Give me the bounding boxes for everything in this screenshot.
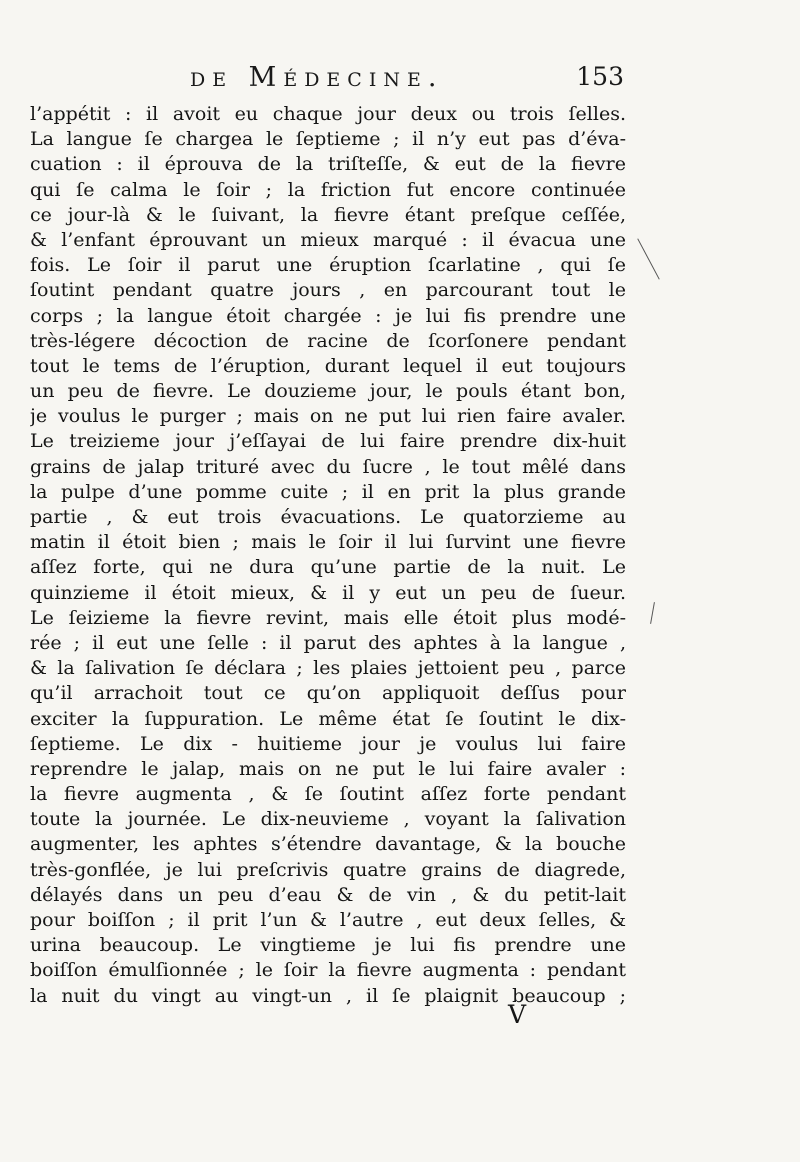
text-line: qu’il arrachoit tout ce qu’on appliquoit deſſus pour xyxy=(30,682,626,705)
text-line: la nuit du vingt au vingt-un , il ſe plaignit beaucoup ; xyxy=(30,984,626,1007)
running-title: de Médecine. xyxy=(190,62,444,93)
text-line: corps ; la langue étoit chargée : je lui fis prendre une xyxy=(30,304,626,327)
text-line: ce jour-là & le ſuivant, la fievre étant preſque ceſſée, xyxy=(30,203,626,226)
catchword: V xyxy=(508,1000,527,1029)
text-line: exciter la ſuppuration. Le même état ſe ſoutint le dix- xyxy=(30,707,626,730)
text-line: urina beaucoup. Le vingtieme je lui fis prendre une xyxy=(30,934,626,957)
text-line: matin il étoit bien ; mais le ſoir il lui ſurvint une fievre xyxy=(30,531,626,554)
text-line: & l’enfant éprouvant un mieux marqué : il évacua une xyxy=(30,228,626,251)
text-line: & la ſalivation ſe déclara ; les plaies jettoient peu , parce xyxy=(30,657,626,680)
text-line: l’appétit : il avoit eu chaque jour deux ou trois ſelles. xyxy=(30,103,626,125)
text-line: qui ſe calma le ſoir ; la friction fut encore continuée xyxy=(30,178,626,201)
text-line: délayés dans un peu d’eau & de vin , & du petit-lait xyxy=(30,883,626,906)
text-line: augmenter, les aphtes s’étendre davantage, & la bouche xyxy=(30,833,626,856)
text-line: reprendre le jalap, mais on ne put le lui faire avaler : xyxy=(30,757,626,780)
text-line: très-gonflée, je lui preſcrivis quatre grains de diagrede, xyxy=(30,858,626,881)
margin-stroke xyxy=(637,238,659,279)
text-line: fois. Le ſoir il parut une éruption ſcarlatine , qui ſe xyxy=(30,254,626,277)
text-line: rée ; il eut une ſelle : il parut des aphtes à la langue , xyxy=(30,631,626,654)
margin-stroke xyxy=(650,602,655,624)
text-line: Le ſeizieme la fievre revint, mais elle étoit plus modé- xyxy=(30,606,626,629)
text-line: ſeptieme. Le dix - huitieme jour je voulus lui faire xyxy=(30,732,626,755)
text-line: quinzieme il étoit mieux, & il y eut un peu de ſueur. xyxy=(30,581,626,604)
text-line: je voulus le purger ; mais on ne put lui rien faire avaler. xyxy=(30,405,626,428)
body-text xyxy=(30,102,626,1009)
text-line: Le treizieme jour j’eſſayai de lui faire prendre dix-huit xyxy=(30,430,626,453)
text-line: très-légere décoction de racine de ſcorſonere pendant xyxy=(30,329,626,352)
text-line: un peu de fievre. Le douzieme jour, le pouls étant bon, xyxy=(30,380,626,403)
text-line: partie , & eut trois évacuations. Le quatorzieme au xyxy=(30,506,626,528)
text-line: toute la journée. Le dix-neuvieme , voyant la ſalivation xyxy=(30,808,626,831)
text-line: pour boiſſon ; il prit l’un & l’autre , eut deux ſelles, & xyxy=(30,909,626,931)
text-line: la pulpe d’une pomme cuite ; il en prit la plus grande xyxy=(30,480,626,503)
text-line: grains de jalap trituré avec du ſucre , le tout mêlé dans xyxy=(30,455,626,478)
text-line: la fievre augmenta , & ſe ſoutint aſſez forte pendant xyxy=(30,783,626,806)
text-line: tout le tems de l’éruption, durant lequel il eut toujours xyxy=(30,354,626,377)
text-line: cuation : il éprouva de la triſteſſe, & eut de la fievre xyxy=(30,153,626,176)
text-line: La langue ſe chargea le ſeptieme ; il n’y eut pas d’éva- xyxy=(30,128,626,151)
text-line: aſſez forte, qui ne dura qu’une partie de la nuit. Le xyxy=(30,556,626,579)
text-line: boiſſon émulſionnée ; le ſoir la fievre augmenta : pendant xyxy=(30,959,626,982)
running-head xyxy=(30,62,630,96)
text-line: ſoutint pendant quatre jours , en parcourant tout le xyxy=(30,279,626,302)
page-number: 153 xyxy=(576,62,624,91)
